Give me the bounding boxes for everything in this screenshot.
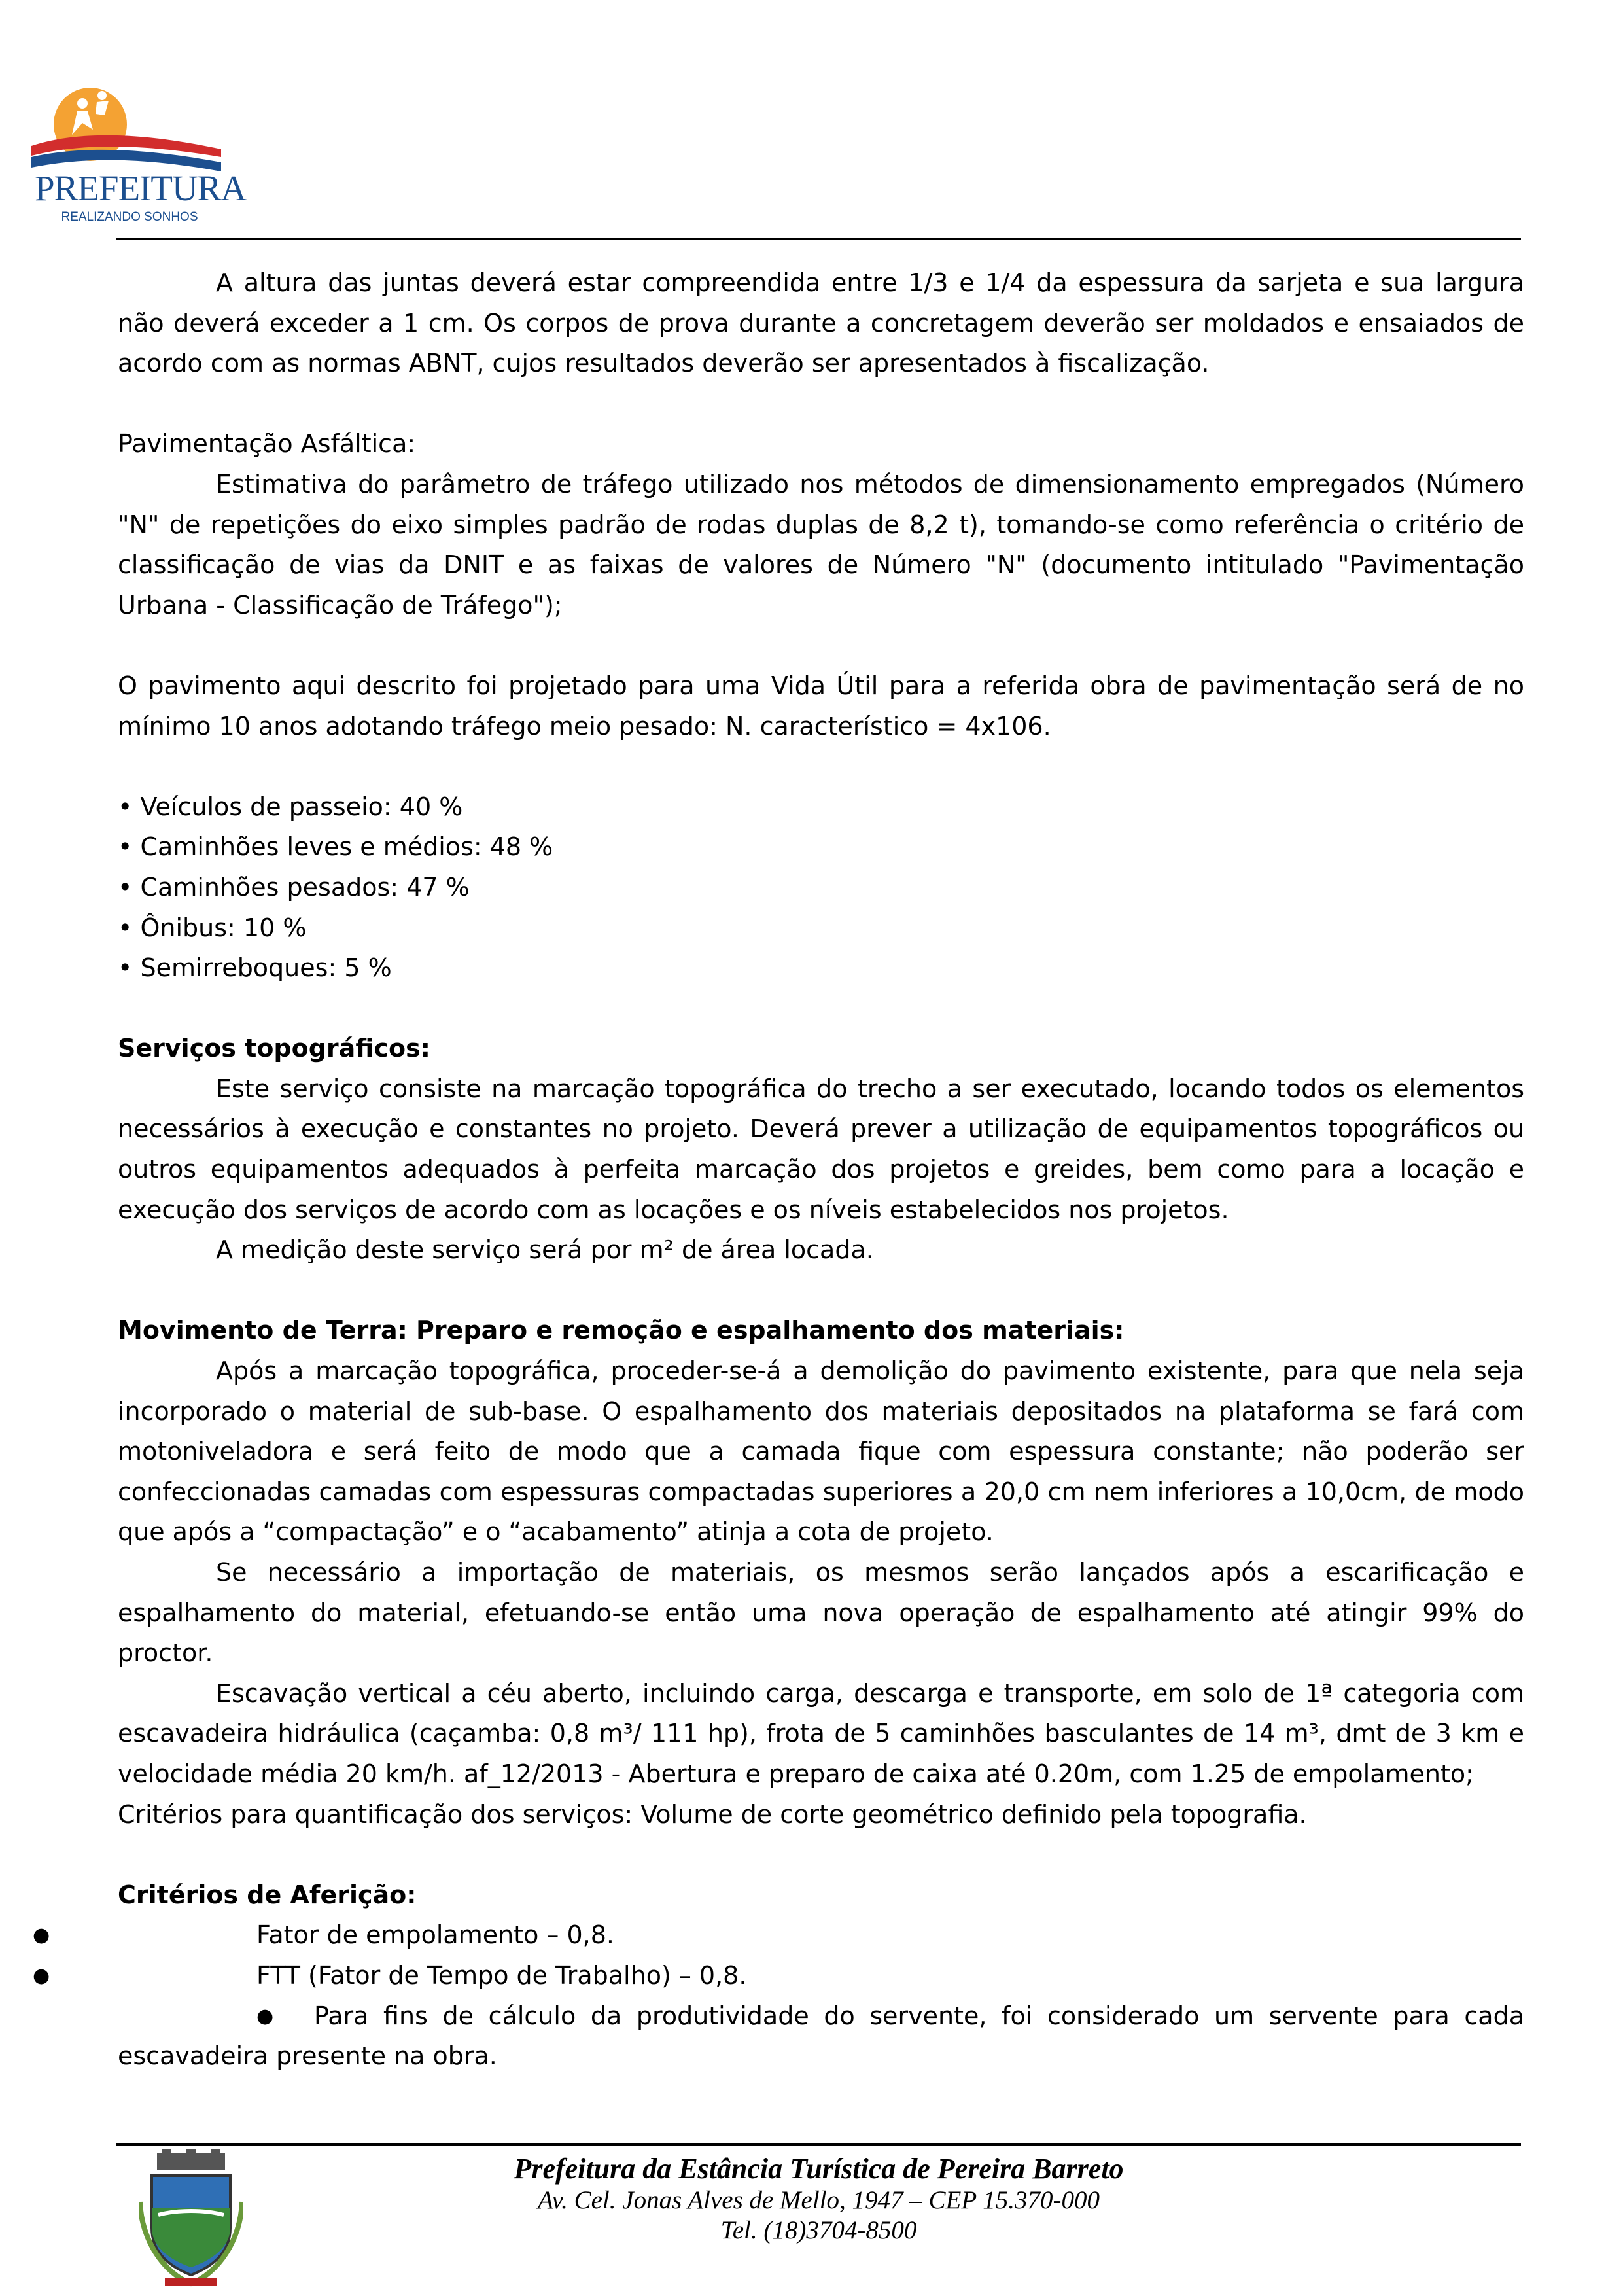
- footer-institution: Prefeitura da Estância Turística de Pereira Barreto: [514, 2153, 1124, 2185]
- traffic-item: • Caminhões pesados: 47 %: [118, 872, 470, 902]
- heading-pavimentacao: Pavimentação Asfáltica:: [118, 429, 416, 459]
- paragraph-juntas: A altura das juntas deverá estar compreendida entre 1/3 e 1/4 da espessura da sarjeta e sua largura não deverá exceder a 1 cm. Os corpos de prova durante a concretagem deverão ser moldados e ensaiados de acordo com as normas ABNT, cujos resultados deverão ser apresentados à fiscalização.: [118, 268, 1524, 378]
- paragraph-topografia: Este serviço consiste na marcação topográfica do trecho a ser executado, locando todos os elementos necessários à execução e constantes no projeto. Deverá prever a utilização de equipamentos topográficos ou outros equipamentos adequados à perfeita marcação dos projetos e greides, bem como para a locação e execução dos serviços de acordo com as locações e os níveis estabelecidos nos projetos.: [118, 1074, 1524, 1224]
- traffic-item: • Veículos de passeio: 40 %: [118, 792, 463, 821]
- logo-title: PREFEITURA: [35, 168, 247, 208]
- paragraph-trafego: Estimativa do parâmetro de tráfego utilizado nos métodos de dimensionamento empregados (Número "N" de repetições do eixo simples padrão de rodas duplas de 8,2 t), tomando-se como referência o critério de classificação de vias da DNIT e as faixas de valores de Número "N" (documento intitulado "Pavimentação Urbana - Classificação de Tráfego");: [118, 469, 1524, 620]
- paragraph-criterios-quantificacao: Critérios para quantificação dos serviços: Volume de corte geométrico definido pela topografia.: [118, 1799, 1307, 1829]
- bullet-icon: ●: [256, 2004, 274, 2028]
- criteria-text: Para fins de cálculo da produtividade do servente, foi considerado um servente para cada escavadeira presente na obra.: [118, 2001, 1524, 2071]
- paragraph-medicao: A medição deste serviço será por m² de área locada.: [216, 1235, 874, 1265]
- paragraph-vida-util: O pavimento aqui descrito foi projetado para uma Vida Útil para a referida obra de pavimentação será de no mínimo 10 anos adotando tráfego meio pesado: N. característico = 4x106.: [118, 671, 1524, 741]
- footer: [116, 2153, 1521, 2246]
- footer-address: Av. Cel. Jonas Alves de Mello, 1947 – CEP 15.370-000: [538, 2186, 1100, 2214]
- traffic-item: • Semirreboques: 5 %: [118, 953, 392, 983]
- heading-movimento-terra: Movimento de Terra: Preparo e remoção e espalhamento dos materiais:: [118, 1316, 1125, 1345]
- criteria-text: FTT (Fator de Tempo de Trabalho) – 0,8.: [256, 1960, 747, 1990]
- paragraph-escavacao: Escavação vertical a céu aberto, incluindo carga, descarga e transporte, em solo de 1ª categoria com escavadeira hidráulica (caçamba: 0,8 m³/ 111 hp), frota de 5 caminhões basculantes de 14 m³, dmt de 3 km e velocidade média 20 km/h. af_12/2013 - Abertura e preparo de caixa até 0.20m, com 1.25 de empolamento;: [118, 1678, 1524, 1788]
- criteria-item: [33, 1915, 1524, 1956]
- criteria-item: [118, 1996, 1524, 2077]
- traffic-item: • Caminhões leves e médios: 48 %: [118, 832, 553, 862]
- paragraph-demolicao: Após a marcação topográfica, proceder-se-á a demolição do pavimento existente, para que nela seja incorporado o material de sub-base. O espalhamento dos materiais depositados na plataforma se fará com motoniveladora e será feito de modo que a camada fique com espessura constante; não poderão ser confeccionadas camadas com espessuras compactadas superiores a 20,0 cm nem inferiores a 10,0cm, de modo que após a “compactação” e o “acabamento” atinja a cota de projeto.: [118, 1356, 1524, 1547]
- heading-afericao: Critérios de Aferição:: [118, 1880, 417, 1909]
- criteria-item: [33, 1956, 1524, 1996]
- document-body: [33, 263, 1524, 2077]
- footer-divider: [116, 2143, 1521, 2146]
- bullet-icon: ●: [33, 1964, 50, 1987]
- heading-topografia: Serviços topográficos:: [118, 1034, 430, 1063]
- logo-subtitle: REALIZANDO SONHOS: [61, 210, 198, 224]
- criteria-text: Fator de empolamento – 0,8.: [256, 1920, 614, 1950]
- paragraph-importacao: Se necessário a importação de materiais, os mesmos serão lançados após a escarificação e espalhamento do material, efetuando-se então uma nova operação de espalhamento até atingir 99% do proctor.: [118, 1558, 1524, 1668]
- bullet-icon: ●: [33, 1924, 50, 1947]
- header-divider: [116, 238, 1521, 240]
- footer-phone: Tel. (18)3704-8500: [720, 2216, 917, 2244]
- traffic-item: • Ônibus: 10 %: [118, 913, 307, 942]
- prefeitura-logo: [31, 84, 247, 224]
- logo-graphic: [31, 84, 221, 175]
